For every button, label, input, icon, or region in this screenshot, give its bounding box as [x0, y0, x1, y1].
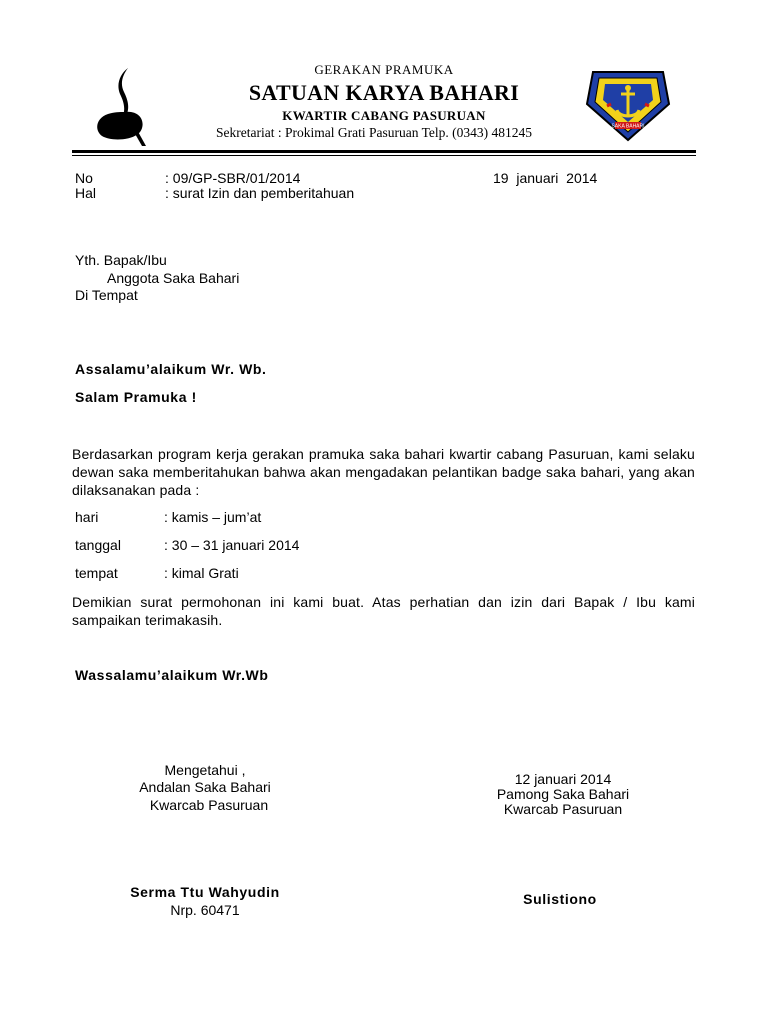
- org-address: Sekretariat : Prokimal Grati Pasuruan Telp. (0343) 481245: [216, 125, 532, 140]
- saka-bahari-emblem-icon: [583, 60, 673, 144]
- letterhead-divider-thick: [72, 150, 696, 153]
- sig-left-name: Serma Ttu Wahyudin: [130, 884, 280, 900]
- body-paragraph: Berdasarkan program kerja gerakan pramuka saka bahari kwartir cabang Pasuruan, kami selaku dewan saka memberitahukan bahwa akan mengadakan pelantikan badge saka bahari, yang akan dilaksanakan pada :: [72, 446, 695, 498]
- detail-hari-value: : kamis – jum’at: [164, 509, 262, 525]
- org-line-1: GERAKAN PRAMUKA: [314, 62, 454, 77]
- org-line-2: SATUAN KARYA BAHARI: [248, 80, 520, 105]
- sig-left-line-1: Mengetahui ,: [164, 762, 246, 778]
- no-label: No: [75, 170, 93, 186]
- sig-right-line-2: Kwarcab Pasuruan: [503, 801, 623, 817]
- sig-left-line-2: Andalan Saka Bahari: [139, 779, 271, 795]
- letter-date: 19 januari 2014: [493, 170, 598, 186]
- recipient-line-2: Anggota Saka Bahari: [107, 270, 240, 286]
- sig-right-date: 12 januari 2014: [514, 771, 612, 787]
- recipient-line-1: Yth. Bapak/Ibu: [75, 252, 167, 268]
- org-line-3: KWARTIR CABANG PASURUAN: [282, 108, 486, 123]
- detail-tempat-value: : kimal Grati: [164, 565, 239, 581]
- sig-right-name: Sulistiono: [523, 891, 597, 907]
- sig-left-nrp: Nrp. 60471: [170, 902, 240, 918]
- greeting-pramuka: Salam Pramuka !: [75, 389, 197, 405]
- sig-right-line-1: Pamong Saka Bahari: [496, 786, 630, 802]
- no-value: : 09/GP-SBR/01/2014: [165, 170, 301, 186]
- detail-tanggal-label: tanggal: [75, 537, 121, 553]
- letterhead-divider-thin: [72, 155, 696, 156]
- emblem-caption: SAKA BAHARI: [611, 123, 645, 130]
- closing-paragraph: Demikian surat permohonan ini kami buat. Atas perhatian dan izin dari Bapak / Ibu kami sampaikan terimakasih.: [72, 594, 695, 628]
- detail-tanggal-value: : 30 – 31 januari 2014: [164, 537, 300, 553]
- hal-label: Hal: [75, 185, 97, 201]
- hal-value: : surat Izin dan pemberitahuan: [165, 185, 355, 201]
- detail-tempat-label: tempat: [75, 565, 118, 581]
- greeting-salam: Assalamu’alaikum Wr. Wb.: [75, 361, 267, 377]
- closing-greeting: Wassalamu’alaikum Wr.Wb: [75, 667, 269, 683]
- recipient-line-3: Di Tempat: [75, 287, 138, 303]
- sig-left-line-3: Kwarcab Pasuruan: [149, 797, 269, 813]
- detail-hari-label: hari: [75, 509, 99, 525]
